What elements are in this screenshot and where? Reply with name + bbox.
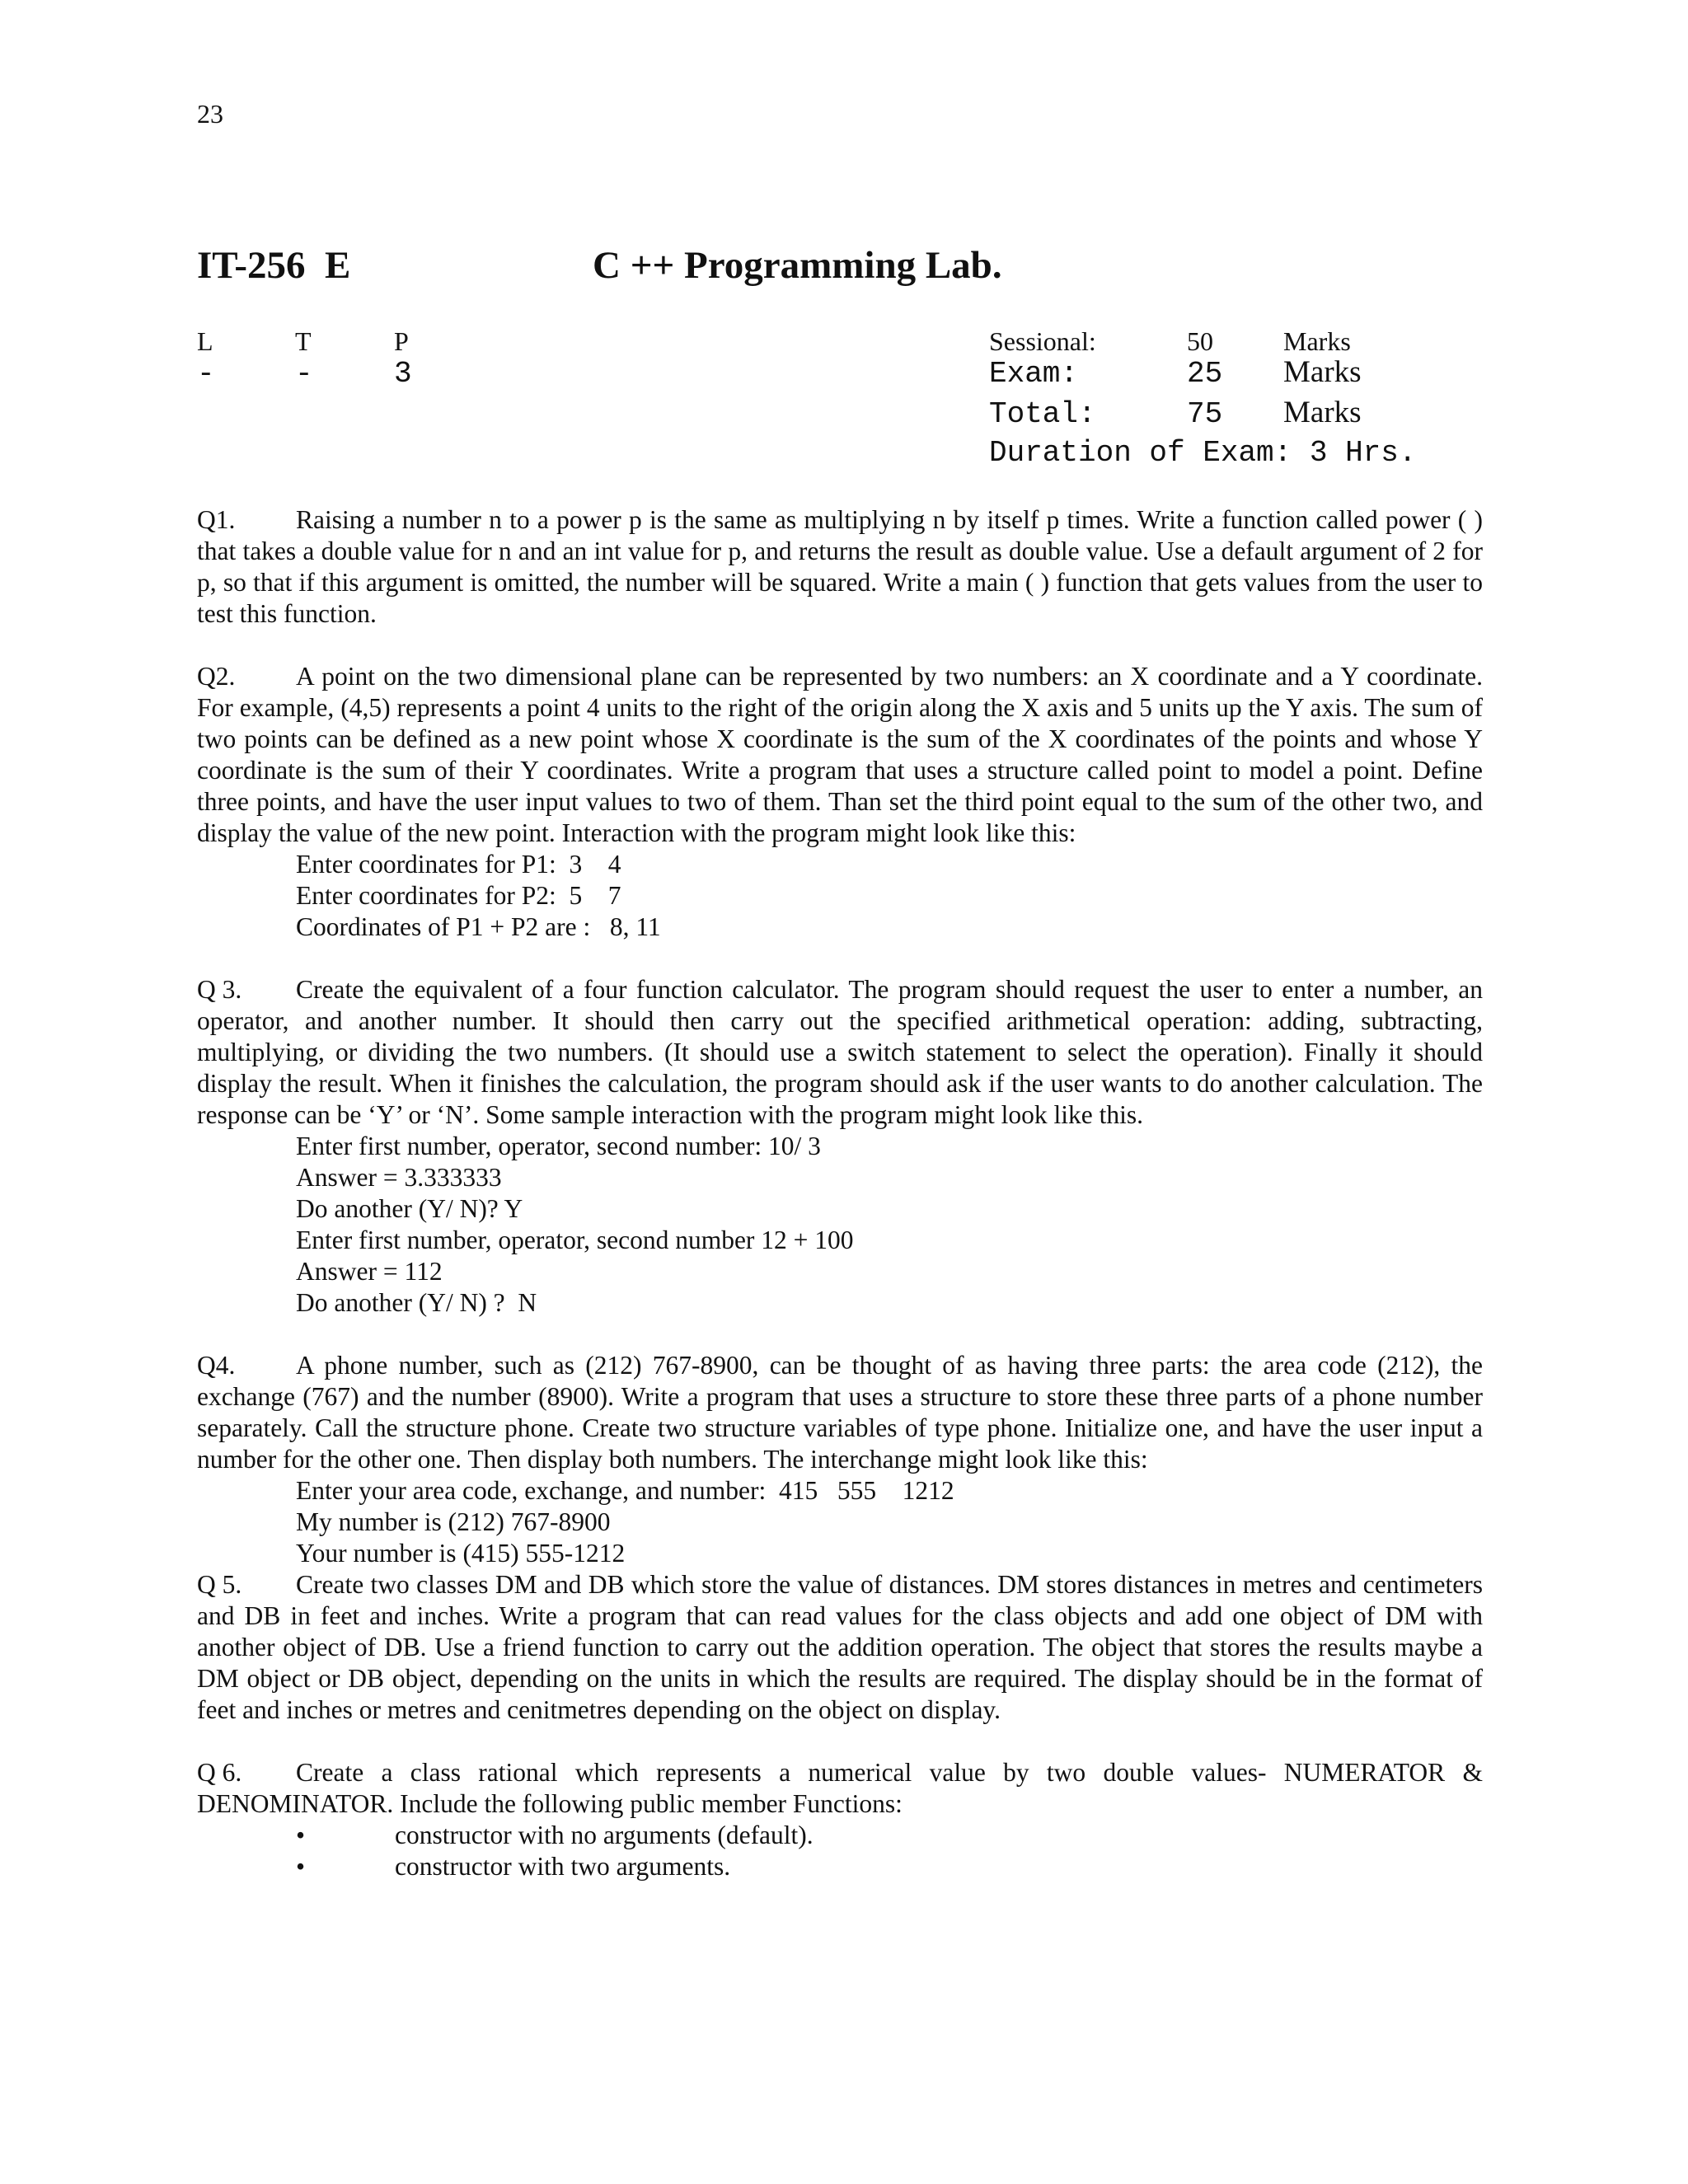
- bullet-text: constructor with two arguments.: [395, 1852, 731, 1881]
- question-1-text: Raising a number n to a power p is the same as multiplying n by itself p times. Write a function called power ( ) that takes a double value for n and an int value for p, and returns the result as double value. Use a default argument of 2 for p, so that if this argument is omitted, the number will be squared. Write a main ( ) function that gets values from the user to test this function.: [197, 505, 1483, 628]
- ltp-header-t: T: [295, 326, 312, 356]
- bullet-text: constructor with no arguments (default).: [395, 1821, 814, 1849]
- exam-value: 25: [1187, 357, 1223, 391]
- sessional-value: 50: [1187, 326, 1213, 356]
- exam-label: Exam:: [989, 357, 1079, 391]
- bullet-icon: •: [296, 1852, 306, 1881]
- question-4-text: A phone number, such as (212) 767-8900, can be thought of as having three parts: the area code (212), the exchange (767) and the number (8900). Write a program that uses a structure to store these three parts of a phone number separately. Call the structure phone. Create two structure variables of type phone. Initialize one, and have the user input a number for the other one. Then display both numbers. The interchange might look like this:: [197, 1351, 1483, 1474]
- question-2: [197, 661, 1483, 849]
- sample-line: Do another (Y/ N) ? N: [296, 1288, 537, 1317]
- question-4-label: Q4.: [197, 1351, 236, 1380]
- sessional-unit: Marks: [1283, 326, 1351, 356]
- question-2-sample: [197, 849, 1483, 943]
- question-6-label: Q 6.: [197, 1758, 242, 1787]
- exam-unit: Marks: [1283, 355, 1362, 389]
- sample-line: Coordinates of P1 + P2 are : 8, 11: [296, 912, 661, 941]
- sample-line: Do another (Y/ N)? Y: [296, 1194, 523, 1223]
- sample-line: Enter first number, operator, second number 12 + 100: [296, 1226, 854, 1254]
- question-6: [197, 1757, 1483, 1820]
- total-value: 75: [1187, 397, 1223, 431]
- sample-line: My number is (212) 767-8900: [296, 1507, 611, 1536]
- question-3-text: Create the equivalent of a four function calculator. The program should request the user to enter a number, an operator, and another number. It should then carry out the specified arithmetical operation: adding, subtracting, multiplying, or dividing the two numbers. (It should use a switch statement to select the operation). Finally it should display the result. When it finishes the calculation, the program should ask if the user wants to do another calculation. The response can be ‘Y’ or ‘N’. Some sample interaction with the program might look like this.: [197, 975, 1483, 1129]
- course-code: IT-256 E: [197, 244, 351, 287]
- ltp-header-l: L: [197, 326, 213, 356]
- course-title: C ++ Programming Lab.: [593, 244, 1002, 287]
- sample-line: Enter coordinates for P2: 5 7: [296, 881, 621, 910]
- question-3: [197, 974, 1483, 1131]
- bullet-icon: •: [296, 1821, 306, 1849]
- question-3-sample: [197, 1131, 1483, 1319]
- total-label: Total:: [989, 397, 1096, 431]
- question-1: [197, 504, 1483, 630]
- sample-line: Enter first number, operator, second number: 10/ 3: [296, 1132, 821, 1160]
- question-1-label: Q1.: [197, 505, 236, 534]
- page-number: 23: [197, 99, 223, 129]
- sample-line: Answer = 3.333333: [296, 1163, 502, 1192]
- sample-line: Answer = 112: [296, 1257, 443, 1286]
- question-6-bullets: [197, 1820, 1483, 1882]
- question-3-label: Q 3.: [197, 975, 242, 1004]
- question-5: [197, 1569, 1483, 1726]
- ltp-value-p: 3: [394, 357, 412, 391]
- question-2-label: Q2.: [197, 662, 236, 691]
- ltp-value-t: -: [295, 357, 313, 391]
- sample-line: Enter your area code, exchange, and number: 415 555 1212: [296, 1476, 954, 1505]
- sample-line: Enter coordinates for P1: 3 4: [296, 850, 621, 879]
- exam-duration: Duration of Exam: 3 Hrs.: [989, 436, 1417, 470]
- question-4: [197, 1350, 1483, 1475]
- question-6-text: Create a class rational which represents a numerical value by two double values- NUMERATOR & DENOMINATOR. Include the following public member Functions:: [197, 1758, 1483, 1818]
- bullet-item: [197, 1851, 1483, 1882]
- ltp-value-l: -: [197, 357, 215, 391]
- bullet-item: [197, 1820, 1483, 1851]
- question-5-label: Q 5.: [197, 1570, 242, 1599]
- question-2-text: A point on the two dimensional plane can be represented by two numbers: an X coordinate and a Y coordinate. For example, (4,5) represents a point 4 units to the right of the origin along the X axis and 5 units up the Y axis. The sum of two points can be defined as a new point whose X coordinate is the sum of the X coordinates of the points and whose Y coordinate is the sum of their Y coordinates. Write a program that uses a structure called point to model a point. Define three points, and have the user input values to two of them. Than set the third point equal to the sum of the other two, and display the value of the new point. Interaction with the program might look like this:: [197, 662, 1483, 847]
- questions-section: [197, 504, 1483, 1882]
- sample-line: Your number is (415) 555-1212: [296, 1539, 626, 1568]
- sessional-label: Sessional:: [989, 326, 1096, 356]
- ltp-header-p: P: [394, 326, 409, 356]
- question-4-sample: [197, 1475, 1483, 1569]
- total-unit: Marks: [1283, 396, 1362, 429]
- question-5-text: Create two classes DM and DB which store the value of distances. DM stores distances in metres and centimeters and DB in feet and inches. Write a program that can read values for the class objects and add one object of DM with another object of DB. Use a friend function to carry out the addition operation. The object that stores the results maybe a DM object or DB object, depending on the units in which the results are required. The display should be in the format of feet and inches or metres and cenitmetres depending on the object on display.: [197, 1570, 1483, 1724]
